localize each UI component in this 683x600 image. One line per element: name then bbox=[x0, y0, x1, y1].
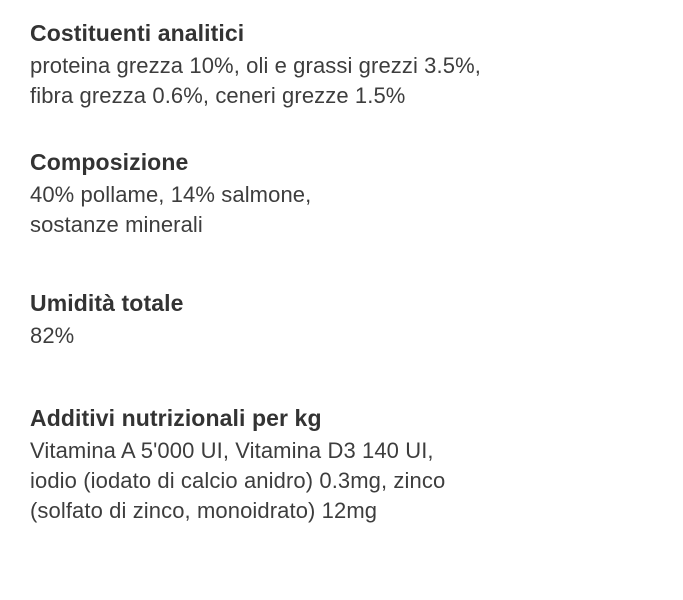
spacer bbox=[30, 133, 653, 147]
section-heading: Additivi nutrizionali per kg bbox=[30, 405, 322, 431]
section-line: proteina grezza 10%, oli e grassi grezzi 3.5%, bbox=[30, 53, 481, 78]
section-additivi-nutrizionali bbox=[30, 403, 653, 526]
spacer bbox=[30, 262, 653, 288]
section-line: 40% pollame, 14% salmone, bbox=[30, 182, 312, 207]
section-line: sostanze minerali bbox=[30, 212, 203, 237]
section-line: fibra grezza 0.6%, ceneri grezze 1.5% bbox=[30, 83, 406, 108]
section-line: (solfato di zinco, monoidrato) 12mg bbox=[30, 498, 378, 523]
section-costituenti-analitici bbox=[30, 18, 653, 111]
section-line: 82% bbox=[30, 323, 75, 348]
section-heading: Umidità totale bbox=[30, 290, 184, 316]
section-line: Vitamina A 5'000 UI, Vitamina D3 140 UI, bbox=[30, 438, 434, 463]
spacer bbox=[30, 373, 653, 403]
section-heading: Composizione bbox=[30, 149, 189, 175]
section-line: iodio (iodato di calcio anidro) 0.3mg, zinco bbox=[30, 468, 446, 493]
section-heading: Costituenti analitici bbox=[30, 20, 245, 46]
section-umidita-totale bbox=[30, 288, 653, 351]
section-composizione bbox=[30, 147, 653, 240]
